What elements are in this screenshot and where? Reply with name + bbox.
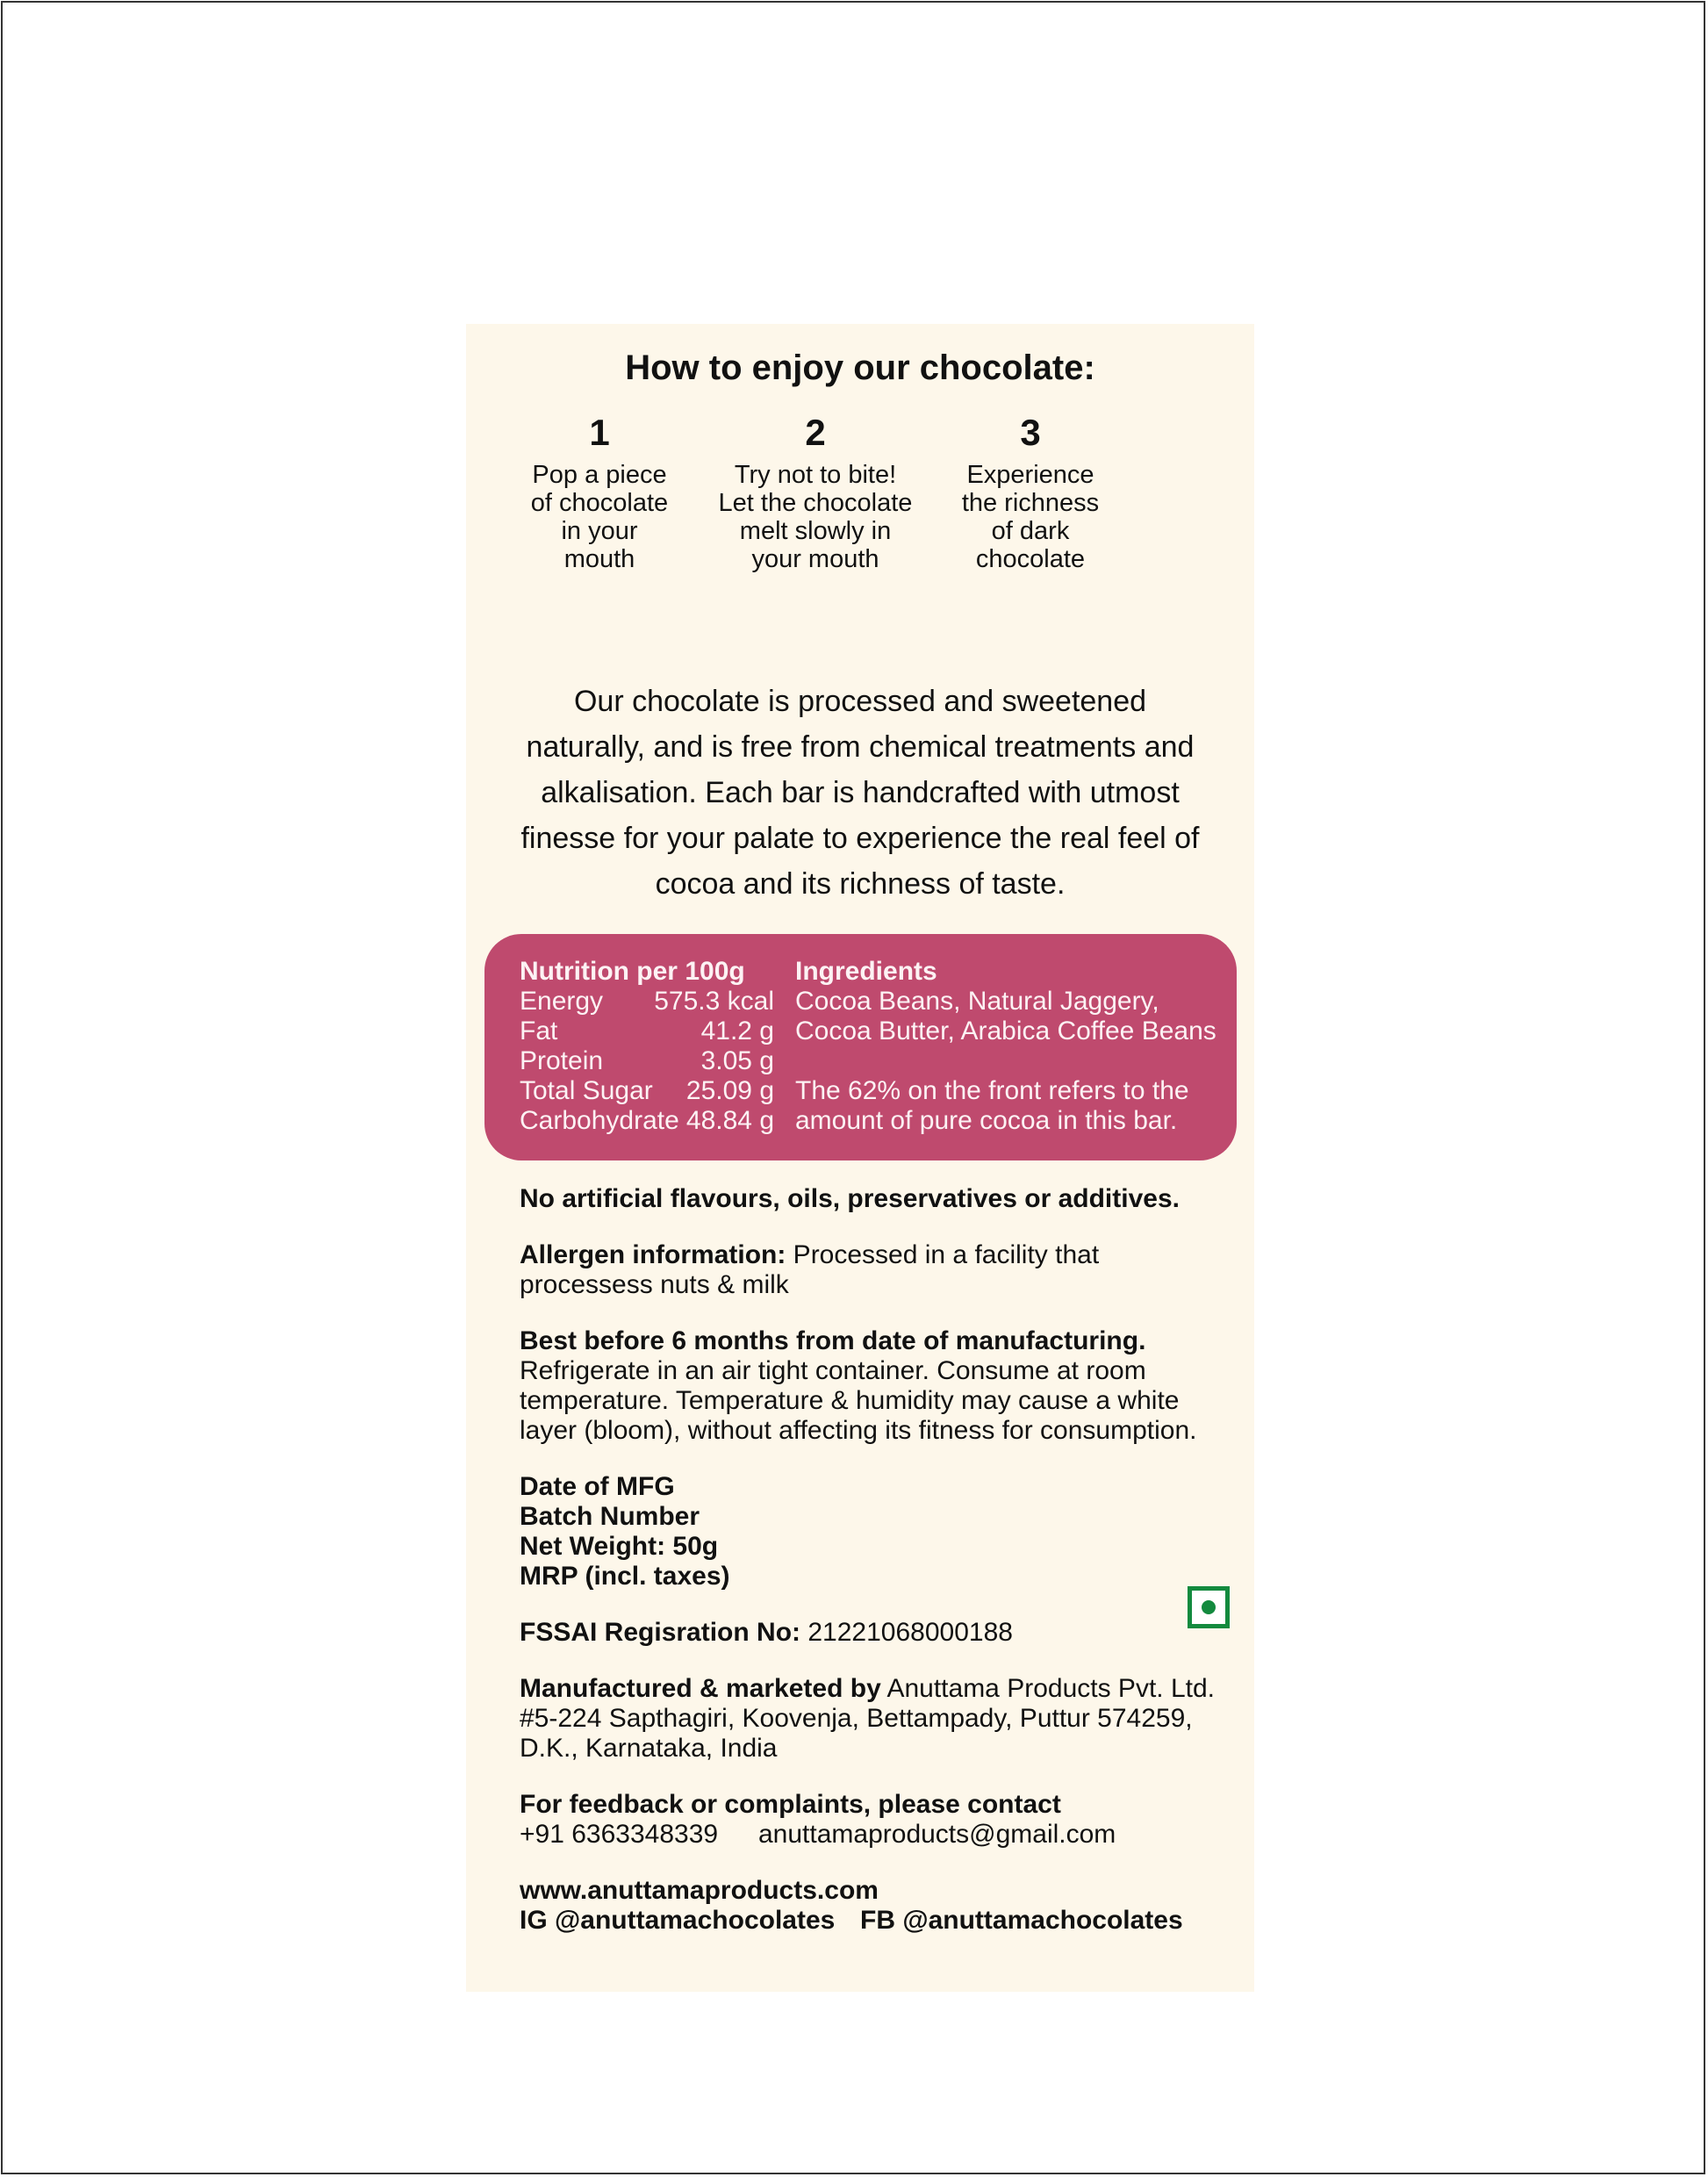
step-line: your mouth	[751, 545, 879, 573]
intro-line: cocoa and its richness of taste.	[655, 867, 1066, 901]
manufacturer-label: Manufactured & marketed by	[520, 1674, 881, 1703]
step-1	[490, 410, 709, 573]
nutrient-label: Energy	[520, 987, 604, 1016]
step-number: 3	[1020, 412, 1041, 453]
step-text	[921, 461, 1140, 573]
storage-line: temperature. Temperature & humidity may cause a white	[520, 1386, 1180, 1415]
instagram-handle[interactable]: IG @anuttamachocolates	[520, 1906, 836, 1935]
nutrient-label: Fat	[520, 1017, 558, 1045]
mrp: MRP (incl. taxes)	[520, 1562, 730, 1591]
page-title: How to enjoy our chocolate:	[625, 348, 1095, 387]
step-line: of dark	[991, 517, 1070, 545]
intro-paragraph	[492, 679, 1228, 907]
nutrient-value: 48.84 g	[685, 1106, 774, 1135]
nutrient-label: Carbohydrate	[520, 1106, 679, 1135]
step-line: melt slowly in	[739, 517, 892, 545]
manufacturer-name: Anuttama Products Pvt. Ltd.	[880, 1674, 1215, 1703]
step-line: chocolate	[975, 545, 1086, 573]
net-weight: Net Weight: 50g	[520, 1532, 719, 1561]
step-line: in your	[561, 517, 638, 545]
batch-number: Batch Number	[520, 1502, 700, 1531]
step-line: Pop a piece	[532, 461, 667, 489]
allergen-text: Processed in a facility that	[786, 1240, 1100, 1269]
storage-line: layer (bloom), without affecting its fitness for consumption.	[520, 1416, 1197, 1445]
allergen-info	[520, 1240, 1239, 1270]
fssai-registration	[520, 1618, 1239, 1648]
allergen-label: Allergen information:	[520, 1240, 786, 1269]
fssai-label: FSSAI Regisration No:	[520, 1618, 801, 1647]
nutrient-label: Protein	[520, 1046, 604, 1075]
phone-number[interactable]: +91 6363348339	[520, 1820, 719, 1849]
nutrient-value: 575.3 kcal	[654, 987, 774, 1016]
cocoa-note-line: amount of pure cocoa in this bar.	[795, 1106, 1178, 1135]
step-line: of chocolate	[530, 489, 669, 517]
best-before: Best before 6 months from date of manufacturing.	[520, 1326, 1146, 1355]
ingredients-line: Cocoa Butter, Arabica Coffee Beans	[795, 1017, 1216, 1045]
step-3	[921, 410, 1140, 573]
step-line: Let the chocolate	[718, 489, 913, 517]
step-number: 2	[805, 412, 826, 453]
nutrient-value: 25.09 g	[685, 1076, 774, 1105]
ingredients-line: Cocoa Beans, Natural Jaggery,	[795, 987, 1159, 1016]
step-line: Experience	[966, 461, 1094, 489]
fssai-number: 21221068000188	[800, 1618, 1013, 1647]
intro-line: naturally, and is free from chemical treatments and	[526, 730, 1195, 764]
address-line: D.K., Karnataka, India	[520, 1734, 778, 1763]
social-line	[520, 1906, 1239, 1936]
nutrient-value: 41.2 g	[700, 1017, 774, 1045]
email-link[interactable]: anuttamaproducts@gmail.com	[758, 1820, 1116, 1849]
step-number: 1	[589, 412, 610, 453]
step-line: Try not to bite!	[734, 461, 897, 489]
nutrition-box	[484, 934, 1237, 1160]
date-of-mfg: Date of MFG	[520, 1472, 675, 1501]
cocoa-note-line: The 62% on the front refers to the	[795, 1076, 1189, 1105]
feedback-heading: For feedback or complaints, please contact	[520, 1790, 1061, 1819]
step-line: mouth	[563, 545, 635, 573]
facebook-handle[interactable]: FB @anuttamachocolates	[860, 1906, 1183, 1935]
nutrient-value: 3.05 g	[700, 1046, 774, 1075]
intro-line: Our chocolate is processed and sweetened	[573, 685, 1147, 718]
intro-line: alkalisation. Each bar is handcrafted with utmost	[541, 776, 1180, 809]
step-line: the richness	[961, 489, 1100, 517]
website-link[interactable]: www.anuttamaproducts.com	[520, 1876, 879, 1905]
nutrition-heading: Nutrition per 100g	[520, 957, 745, 986]
manufacturer	[520, 1674, 1239, 1704]
allergen-info-line2: processess nuts & milk	[520, 1270, 789, 1299]
step-text	[706, 461, 925, 573]
step-text	[490, 461, 709, 573]
label-panel	[466, 324, 1254, 1992]
intro-line: finesse for your palate to experience the real feel of	[520, 822, 1200, 855]
step-2	[706, 410, 925, 573]
no-artificial-statement: No artificial flavours, oils, preservatives or additives.	[520, 1184, 1180, 1213]
ingredients-heading: Ingredients	[795, 957, 937, 986]
nutrient-label: Total Sugar	[520, 1076, 653, 1105]
storage-line: Refrigerate in an air tight container. Consume at room	[520, 1356, 1146, 1385]
contact-line	[520, 1820, 1239, 1850]
address-line: #5-224 Sapthagiri, Koovenja, Bettampady, Puttur 574259,	[520, 1704, 1193, 1733]
